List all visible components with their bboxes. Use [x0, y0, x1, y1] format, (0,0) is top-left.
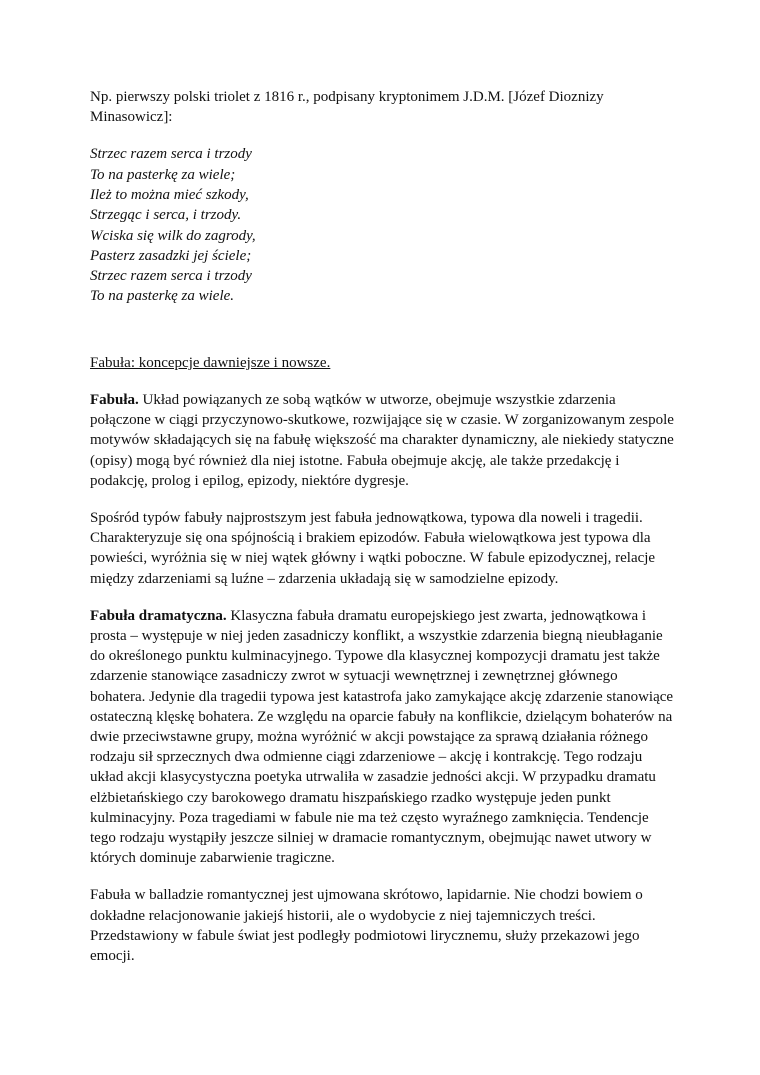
- paragraph-fabula-types: Spośród typów fabuły najprostszym jest fabuła jednowątkowa, typowa dla noweli i tragedii. Charakteryzuje się ona spójnością i brakiem epizodów. Fabuła wielowątkowa jest typowa dla powieści, wyróżnia się w niej wątek główny i wątki poboczne. W fabule epizodycznej, relacje między zdarzeniami są luźne – zdarzenia układają się w samodzielne epizody.: [90, 510, 656, 587]
- paragraph-fabula: [90, 390, 675, 491]
- paragraph-fabula-dramatyczna: [90, 606, 675, 869]
- poem-line: Pasterz zasadzki jej ściele;: [90, 247, 252, 264]
- poem-line: Strzegąc i serca, i trzody.: [90, 207, 242, 224]
- paragraph-ballada: Fabuła w balladzie romantycznej jest ujmowana skrótowo, lapidarnie. Nie chodzi bowiem o dokładne relacjonowanie jakiejś historii, ale o wydobycie z niej tajemniczych treści. Przedstawiony w fabule świat jest podległy podmiotowi lirycznemu, służy przekazowi jego emocji.: [90, 887, 643, 965]
- paragraph-fabula-text: Układ powiązanych ze sobą wątków w utworze, obejmuje wszystkie zdarzenia połączone w ciągi przyczynowo-skutkowe, rozwijające się w czasie. W zorganizowanym zespole motywów składających się na fabułę większość ma charakter dynamiczny, ale niekiedy statyczne (opisy) mogą być również dla niej istotne. Fabuła obejmuje akcję, ale także przedakcję i podakcję, prolog i epilog, epizody, niektóre dygresje.: [90, 391, 674, 489]
- document-page: [90, 87, 675, 983]
- paragraph-fabula-dramatyczna-text: Klasyczna fabuła dramatu europejskiego jest zwarta, jednowątkowa i prosta – występuje w niej jeden zasadniczy konflikt, a wszystkie zdarzenia biegną nieubłaganie do określonego punktu kulminacyjnego. Typowe dla klasycznej kompozycji dramatu jest także zdarzenie stanowiące zasadniczy zwrot w sytuacji wewnętrznej i zewnętrznej głównego bohatera. Jedynie dla tragedii typowa jest katastrofa jako zamykające akcję zdarzenie stanowiące ostateczną klęskę bohatera. Ze względu na oparcie fabuły na konflikcie, dzielącym bohaterów na dwie przeciwstawne grupy, można wyróżnić w akcji powstające za sprawą działania różnego rodzaju sił sprzecznych dwa odmienne ciągi zdarzeniowe – akcję i kontrakcję. Tego rodzaju układ akcji klasycystyczna poetyka utrwaliła w zasadzie jedności akcji. W przypadku dramatu elżbietańskiego czy barokowego dramatu hiszpańskiego rzadko występuje jeden punkt kulminacyjny. Poza tragediami w fabule nie ma też często wyraźnego zamknięcia. Tendencje tego rodzaju wystąpiły jeszcze silniej w dramacie romantycznym, obejmując nawet utwory w których dominuje zabarwienie tragiczne.: [90, 607, 674, 867]
- term-fabula-dramatyczna: Fabuła dramatyczna.: [90, 607, 227, 624]
- poem-line: Strzec razem serca i trzody: [90, 146, 252, 163]
- poem-line: Strzec razem serca i trzody: [90, 268, 252, 285]
- section-heading: Fabuła: koncepcje dawniejsze i nowsze.: [90, 354, 331, 371]
- term-fabula: Fabuła.: [90, 391, 139, 408]
- poem-line: To na pasterkę za wiele.: [90, 288, 235, 305]
- poem-line: Wciska się wilk do zagrody,: [90, 227, 256, 244]
- poem-line: To na pasterkę za wiele;: [90, 166, 236, 183]
- poem-line: Ileż to można mieć szkody,: [90, 187, 249, 203]
- intro-paragraph: Np. pierwszy polski triolet z 1816 r., podpisany kryptonimem J.D.M. [Józef Dioznizy Minasowicz]:: [90, 89, 604, 126]
- triolet-poem: [90, 144, 675, 306]
